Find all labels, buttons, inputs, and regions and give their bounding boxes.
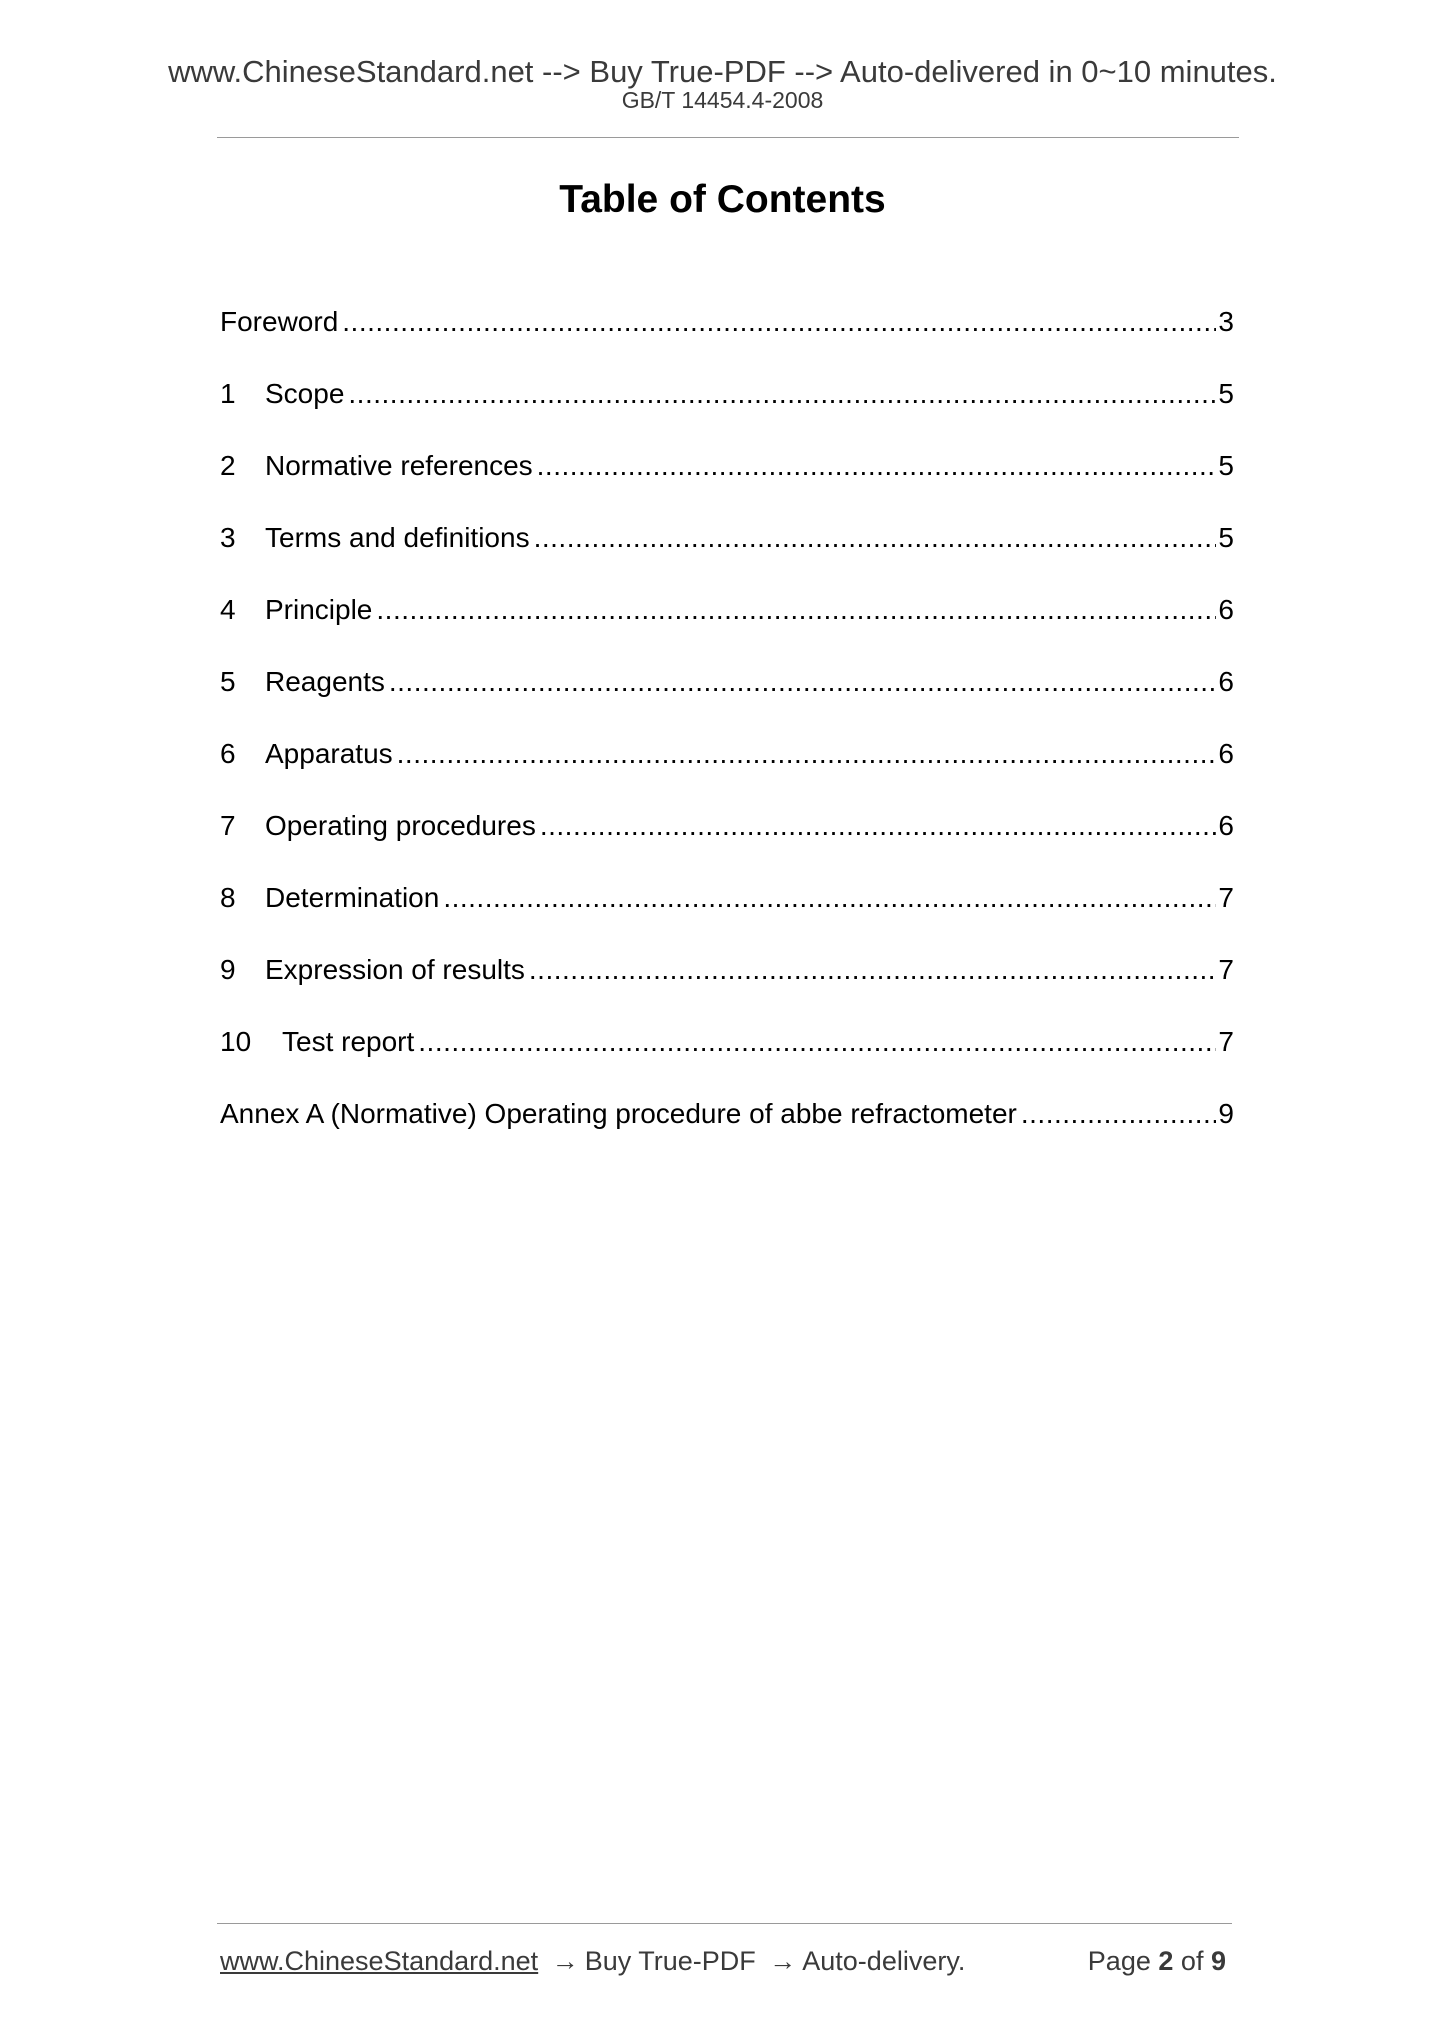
toc-entry-label: Apparatus — [265, 738, 393, 769]
toc-entry-number: 5 — [220, 666, 236, 697]
toc-entry-label: Foreword — [220, 306, 339, 337]
document-code: GB/T 14454.4-2008 — [621, 87, 824, 113]
top-banner: www.ChineseStandard.net --> Buy True-PDF --> Auto-delivered in 0~10 minutes. — [168, 54, 1277, 89]
toc-entry-page: 5 — [1218, 450, 1234, 481]
page-of: of — [1180, 1946, 1204, 1976]
toc-entry-number: 10 — [220, 1026, 252, 1057]
toc-entry-page: 7 — [1218, 954, 1234, 985]
toc-entry-label: Operating procedures — [265, 810, 536, 841]
toc-entry-page: 5 — [1218, 522, 1234, 553]
toc-dot-leader — [397, 734, 1217, 774]
toc-dot-leader — [376, 590, 1216, 630]
toc-entry-determination[interactable] — [220, 878, 1234, 950]
toc-dot-leader — [348, 374, 1216, 414]
toc-entry-label: Test report — [282, 1026, 415, 1057]
page-prefix: Page — [1087, 1946, 1151, 1976]
toc-entry-number: 6 — [220, 738, 236, 769]
toc-entry-number: 7 — [220, 810, 236, 841]
toc-entry-label: Terms and definitions — [265, 522, 530, 553]
footer-divider — [217, 1923, 1232, 1924]
toc-dot-leader — [418, 1022, 1216, 1062]
toc-entry-page: 7 — [1218, 882, 1234, 913]
toc-dot-leader — [540, 806, 1217, 846]
toc-entry-label: Principle — [265, 594, 373, 625]
header-divider — [217, 137, 1239, 138]
toc-entry-operating-procedures[interactable] — [220, 806, 1234, 878]
page-indicator — [1088, 1943, 1226, 1979]
toc-list — [220, 302, 1234, 1166]
toc-entry-reagents[interactable] — [220, 662, 1234, 734]
toc-entry-number: 1 — [220, 378, 236, 409]
toc-entry-page: 7 — [1218, 1026, 1234, 1057]
toc-entry-expression-of-results[interactable] — [220, 950, 1234, 1022]
total-pages-number: 9 — [1210, 1946, 1226, 1976]
toc-entry-test-report[interactable] — [220, 1022, 1234, 1094]
toc-dot-leader — [537, 446, 1217, 486]
toc-dot-leader — [443, 878, 1216, 918]
toc-entry-page: 9 — [1218, 1098, 1234, 1129]
toc-entry-number: 9 — [220, 954, 236, 985]
toc-dot-leader — [342, 302, 1216, 342]
toc-title: Table of Contents — [559, 178, 886, 221]
toc-entry-label: Determination — [265, 882, 440, 913]
footer-buy-text: Buy True-PDF — [584, 1946, 756, 1976]
arrow-right-icon: → — [551, 1946, 579, 1976]
footer-site-link[interactable]: www.ChineseStandard.net — [220, 1946, 539, 1976]
toc-entry-number: 4 — [220, 594, 236, 625]
toc-entry-number: 3 — [220, 522, 236, 553]
toc-entry-label: Reagents — [265, 666, 385, 697]
toc-entry-page: 6 — [1218, 738, 1234, 769]
toc-entry-foreword[interactable] — [220, 302, 1234, 374]
toc-entry-number: 8 — [220, 882, 236, 913]
toc-entry-apparatus[interactable] — [220, 734, 1234, 806]
toc-entry-label: Annex A (Normative) Operating procedure of abbe refractometer — [220, 1098, 1017, 1129]
toc-dot-leader — [534, 518, 1217, 558]
toc-entry-normative-references[interactable] — [220, 446, 1234, 518]
toc-dot-leader — [529, 950, 1217, 990]
toc-entry-page: 3 — [1218, 306, 1234, 337]
toc-entry-label: Scope — [265, 378, 345, 409]
current-page-number: 2 — [1158, 1946, 1174, 1976]
toc-entry-principle[interactable] — [220, 590, 1234, 662]
toc-dot-leader — [1021, 1094, 1217, 1134]
toc-entry-terms-and-definitions[interactable] — [220, 518, 1234, 590]
toc-entry-page: 6 — [1218, 594, 1234, 625]
toc-entry-page: 6 — [1218, 810, 1234, 841]
footer — [220, 1943, 1234, 1979]
toc-entry-annex-a[interactable] — [220, 1094, 1234, 1166]
toc-dot-leader — [389, 662, 1217, 702]
toc-entry-scope[interactable] — [220, 374, 1234, 446]
footer-delivery-text: Auto-delivery. — [802, 1946, 966, 1976]
toc-entry-label: Normative references — [265, 450, 533, 481]
toc-entry-page: 5 — [1218, 378, 1234, 409]
toc-entry-label: Expression of results — [265, 954, 525, 985]
toc-entry-page: 6 — [1218, 666, 1234, 697]
toc-entry-number: 2 — [220, 450, 236, 481]
arrow-right-icon: → — [769, 1946, 797, 1976]
